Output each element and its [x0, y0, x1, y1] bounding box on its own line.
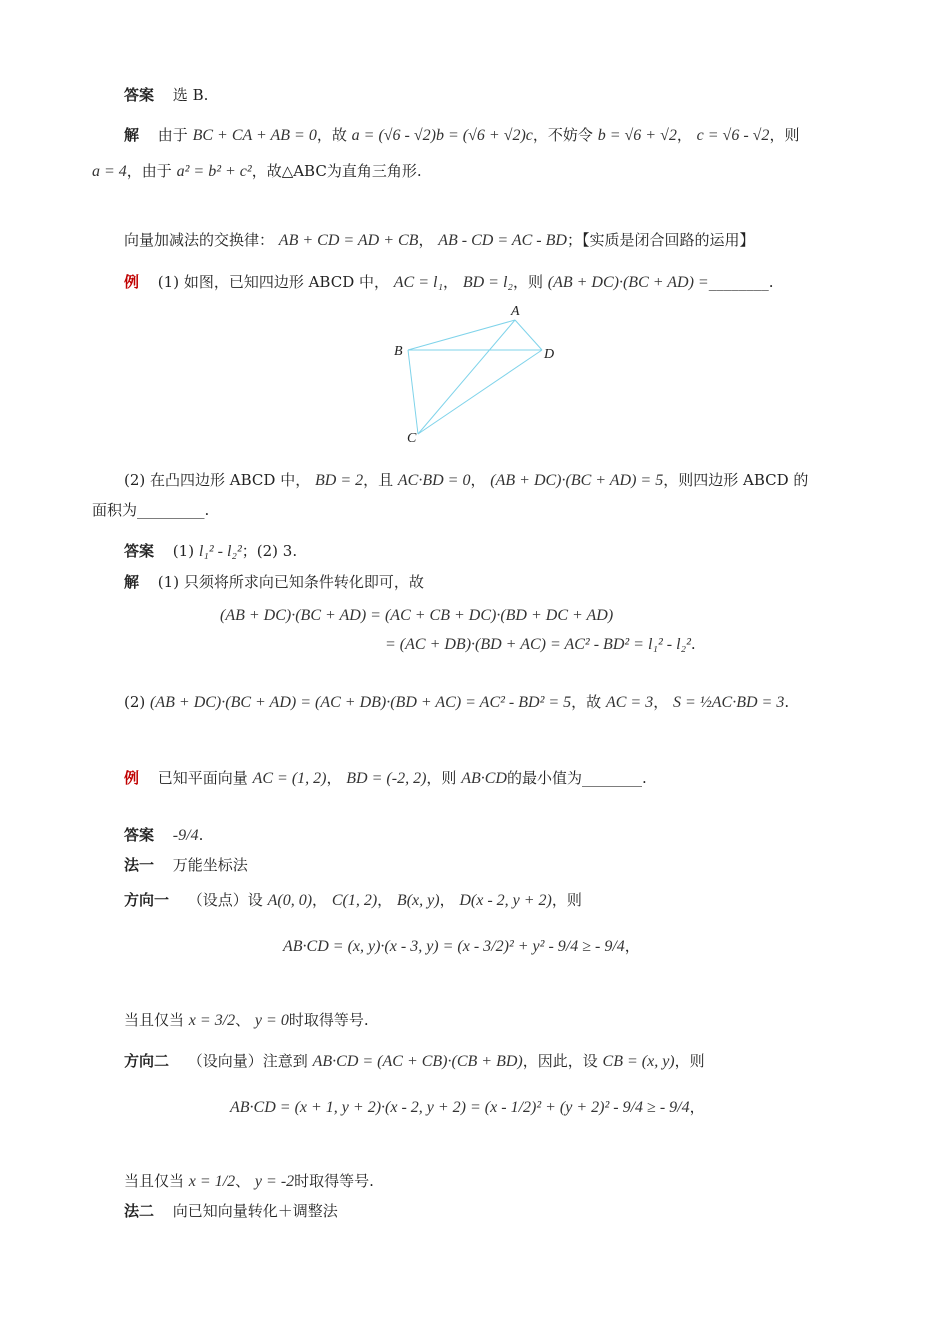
direction2-eq: AB·CD = (x + 1, y + 2)·(x - 2, y + 2) = (x - 1/2)² + (y + 2)² - 9/4 ≥ - 9/4， — [230, 1098, 705, 1116]
text: 向已知向量转化＋调整法 — [172, 1202, 338, 1220]
math: x = 1/2 — [188, 1173, 236, 1190]
math: B(x, y) — [396, 892, 440, 909]
math: AB·CD = (x + 1, y + 2)·(x - 2, y + 2) = (x - 1/2)² + (y + 2)² - 9/4 ≥ - 9/4 — [230, 1099, 690, 1116]
edge-ad — [515, 320, 542, 350]
math: (AB + DC)·(BC + AD) = — [547, 274, 709, 291]
method-label: 法一 — [124, 856, 155, 874]
label-a: A — [511, 304, 520, 319]
text: 当且仅当 — [124, 1011, 185, 1029]
figure-lines — [408, 320, 542, 434]
math: a = (√6 - √2)b = (√6 + √2)c — [351, 127, 533, 144]
text: （设向量）注意到 — [187, 1052, 308, 1070]
answer-line-2 — [124, 541, 297, 562]
text: ，则 — [769, 126, 800, 144]
example1-line-2: (2) 在凸四边形 ABCD 中， BD = 2，且 AC·BD = 0， (AB + DC)·(BC + AD) = 5，则四边形 ABCD 的 — [124, 471, 809, 489]
math: BD = (-2, 2) — [346, 770, 427, 787]
example2-line: 例 已知平面向量 AC = (1, 2)， BD = (-2, 2)，则 AB·CD的最小值为________. — [124, 769, 647, 787]
math: y = -2 — [254, 1173, 295, 1190]
answer-line-1 — [124, 85, 208, 105]
diagonal-ac — [418, 320, 515, 434]
solution2-line-2: (2) (AB + DC)·(BC + AD) = (AC + DB)·(BD + AC) = AC² - BD² = 5，故 AC = 3， S = ½AC·BD = 3. — [124, 693, 790, 711]
text: 由于 — [157, 126, 188, 144]
label-b: B — [394, 344, 403, 359]
text: 的最小值为________. — [506, 769, 647, 787]
text: 万能坐标法 — [172, 856, 248, 874]
direction-label: 方向二 — [124, 1052, 170, 1070]
method2-line — [124, 1201, 338, 1221]
example1-line-1: 例 (1) 如图，已知四边形 ABCD 中， AC = l₁， BD = l₂，则 (AB + DC)·(BC + AD) =________. — [124, 273, 774, 291]
text: ，由于 — [126, 162, 172, 180]
text: 时取得等号. — [288, 1011, 369, 1029]
math: AB - CD = AC - BD — [438, 232, 567, 249]
text: ，则 — [426, 769, 457, 787]
answer-label: 答案 — [124, 542, 155, 560]
math: (AB + DC)·(BC + AD) = 5 — [490, 472, 664, 489]
math: AC = 3 — [605, 694, 654, 711]
math: A(0, 0) — [267, 892, 313, 909]
example1-line-3 — [92, 500, 209, 520]
math: -9/4 — [172, 827, 199, 844]
text: ，则 — [551, 891, 582, 909]
text: (2) 在凸四边形 ABCD 中， — [124, 471, 311, 489]
direction-label: 方向一 — [124, 891, 170, 909]
text: 已知平面向量 — [157, 769, 248, 787]
method-label: 法二 — [124, 1202, 155, 1220]
math: AB·CD = (AC + CB)·(CB + BD) — [312, 1053, 523, 1070]
edge-bc — [408, 350, 418, 434]
math: x = 3/2 — [188, 1012, 236, 1029]
math: AB + CD = AD + CB — [278, 232, 419, 249]
math: AB·CD = (x, y)·(x - 3, y) = (x - 3/2)² + y² - 9/4 ≥ - 9/4 — [283, 938, 625, 955]
math: AB·CD — [461, 770, 507, 787]
math: a² = b² + c² — [176, 163, 252, 180]
math: (AB + DC)·(BC + AD) = (AC + CB + DC)·(BD + DC + AD) — [220, 607, 614, 624]
direction1-line-1: 方向一 （设点）设 A(0, 0)， C(1, 2)， B(x, y)， D(x - 2, y + 2)，则 — [124, 891, 582, 909]
label-c: C — [407, 431, 417, 446]
direction2-line-2: 当且仅当 x = 1/2、 y = -2时取得等号. — [124, 1172, 374, 1190]
text: . — [690, 635, 696, 653]
math: b = √6 + √2 — [597, 127, 677, 144]
edge-ab — [408, 320, 515, 350]
text: ，且 — [363, 471, 394, 489]
quadrilateral-figure — [380, 298, 580, 448]
math: (AB + DC)·(BC + AD) = (AC + DB)·(BD + AC) = AC² - BD² = 5 — [150, 694, 572, 711]
edge-cd — [418, 350, 542, 434]
solution2-eq-1 — [220, 605, 613, 626]
method1-line — [124, 855, 248, 875]
solution-line-1: 解 由于 BC + CA + AB = 0，故 a = (√6 - √2)b = (√6 + √2)c，不妨令 b = √6 + √2， c = √6 - √2，则 — [124, 126, 800, 144]
text: （设点）设 — [187, 891, 263, 909]
text: 向量加减法的交换律： — [124, 231, 275, 249]
text: ，因此，设 — [522, 1052, 598, 1070]
answer-label: 答案 — [124, 826, 155, 844]
direction1-eq: AB·CD = (x, y)·(x - 3, y) = (x - 3/2)² + y² - 9/4 ≥ - 9/4， — [283, 937, 640, 955]
example-label: 例 — [124, 769, 140, 787]
math: a = 4 — [92, 163, 127, 180]
math: y = 0 — [254, 1012, 289, 1029]
text: ，故△ABC为直角三角形. — [251, 162, 422, 180]
text: ；【实质是闭合回路的运用】 — [566, 231, 755, 249]
answer-label: 答案 — [124, 86, 155, 104]
text: ，则 — [512, 273, 543, 291]
text: . — [198, 826, 204, 844]
math: AC·BD = 0 — [397, 472, 471, 489]
math: AC = l₁ — [393, 274, 444, 291]
text: ；(2) 3. — [241, 542, 298, 560]
math: AC = (1, 2) — [252, 770, 327, 787]
law-line: 向量加减法的交换律： AB + CD = AD + CB， AB - CD = AC - BD；【实质是闭合回路的运用】 — [124, 231, 755, 249]
text: 时取得等号. — [294, 1172, 374, 1190]
text: (1) 只须将所求向已知条件转化即可，故 — [157, 573, 424, 591]
text: . — [784, 693, 790, 711]
blank: ________. — [708, 273, 774, 291]
solution2-eq-2 — [385, 634, 696, 655]
direction2-line-1 — [124, 1051, 705, 1072]
text: ，不妨令 — [532, 126, 593, 144]
math: l₁² - l₂² — [198, 543, 242, 560]
text: 面积为_________. — [92, 501, 210, 519]
solution-label: 解 — [124, 573, 140, 591]
text: ，则四边形 ABCD 的 — [663, 471, 809, 489]
solution-line-2 — [92, 161, 422, 182]
math: CB = (x, y) — [602, 1053, 675, 1070]
text: ，故 — [571, 693, 602, 711]
math: D(x - 2, y + 2) — [459, 892, 552, 909]
label-d: D — [544, 347, 555, 362]
math: BD = l₂ — [462, 274, 513, 291]
math: BC + CA + AB = 0 — [192, 127, 317, 144]
text: (1) — [172, 542, 195, 560]
text: ，故 — [316, 126, 347, 144]
math: BD = 2 — [314, 472, 364, 489]
solution-label: 解 — [124, 126, 140, 144]
answer-line-3 — [124, 825, 203, 846]
example-label: 例 — [124, 273, 140, 291]
math: c = √6 - √2 — [696, 127, 770, 144]
math: C(1, 2) — [331, 892, 378, 909]
math: S = ½AC·BD = 3 — [672, 694, 785, 711]
text: 当且仅当 — [124, 1172, 185, 1190]
math: = (AC + DB)·(BD + AC) = AC² - BD² = l₁² - l₂² — [385, 636, 691, 653]
answer-text: 选 B. — [172, 86, 209, 104]
text: (2) — [124, 693, 146, 711]
direction1-line-2: 当且仅当 x = 3/2、 y = 0时取得等号. — [124, 1011, 369, 1029]
text: ，则 — [674, 1052, 705, 1070]
solution2-line-1 — [124, 572, 424, 592]
text: (1) 如图，已知四边形 ABCD 中， — [157, 273, 389, 291]
